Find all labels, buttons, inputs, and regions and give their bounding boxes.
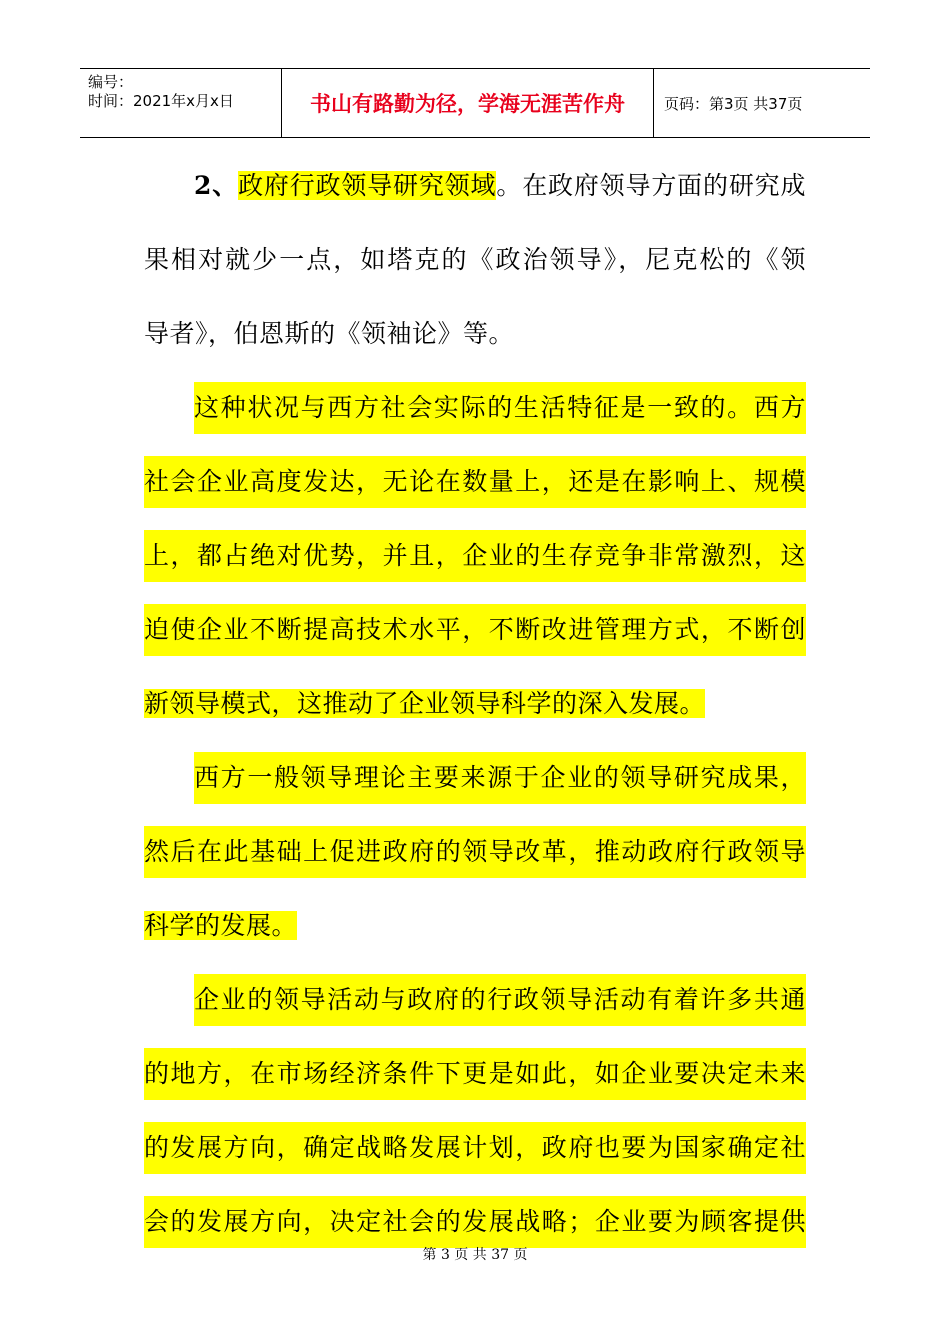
highlighted-text: 西方一般领导理论主要来源于企业的领导研究成果， xyxy=(194,752,806,804)
document-body xyxy=(144,160,806,1270)
highlighted-text: 上，都占绝对优势，并且，企业的生存竞争非常激烈，这 xyxy=(144,530,806,582)
header-meta-cell xyxy=(80,69,282,137)
paragraph-line xyxy=(144,752,806,826)
header-motto: 书山有路勤为径，学海无涯苦作舟 xyxy=(282,69,654,137)
paragraph-line xyxy=(144,604,806,678)
highlighted-text: 然后在此基础上促进政府的领导改革，推动政府行政领导 xyxy=(144,826,806,878)
page-footer: 第 3 页 共 37 页 xyxy=(422,1247,528,1263)
paragraph-line xyxy=(144,530,806,604)
paragraph-line xyxy=(144,160,806,234)
paragraph-line xyxy=(144,1048,806,1122)
header-page-info: 页码：第3页 共37页 xyxy=(664,94,803,113)
highlighted-text: 企业的领导活动与政府的行政领导活动有着许多共通 xyxy=(194,974,806,1026)
paragraph-line xyxy=(144,382,806,456)
highlighted-text: 新领导模式，这推动了企业领导科学的深入发展。 xyxy=(144,689,706,718)
paragraph-text: 。在政府领导方面的研究成 xyxy=(496,171,806,200)
highlighted-text: 的发展方向，确定战略发展计划，政府也要为国家确定社 xyxy=(144,1122,806,1174)
paragraph-line xyxy=(144,1122,806,1196)
paragraph-line xyxy=(144,678,806,752)
page-header xyxy=(80,68,870,138)
paragraph-line xyxy=(144,900,806,974)
section-number: 2、 xyxy=(194,171,239,200)
highlighted-text: 社会企业高度发达，无论在数量上，还是在影响上、规模 xyxy=(144,456,806,508)
paragraph-line xyxy=(144,826,806,900)
highlighted-text: 科学的发展。 xyxy=(144,911,298,940)
paragraph-line xyxy=(144,974,806,1048)
paragraph-line: 导者》，伯恩斯的《领袖论》等。 xyxy=(144,319,515,348)
paragraph-line: 果相对就少一点，如塔克的《政治领导》，尼克松的《领 xyxy=(144,245,806,274)
highlighted-text: 迫使企业不断提高技术水平，不断改进管理方式，不断创 xyxy=(144,604,806,656)
section-heading-highlight: 政府行政领导研究领域 xyxy=(238,171,497,200)
highlighted-text: 的地方，在市场经济条件下更是如此，如企业要决定未来 xyxy=(144,1048,806,1100)
paragraph-line xyxy=(144,456,806,530)
highlighted-text: 这种状况与西方社会实际的生活特征是一致的。西方 xyxy=(194,382,806,434)
highlighted-text: 会的发展方向，决定社会的发展战略；企业要为顾客提供 xyxy=(144,1196,806,1248)
number-label: 编号： xyxy=(88,73,134,91)
time-label: 时间：2021年x月x日 xyxy=(88,92,234,110)
